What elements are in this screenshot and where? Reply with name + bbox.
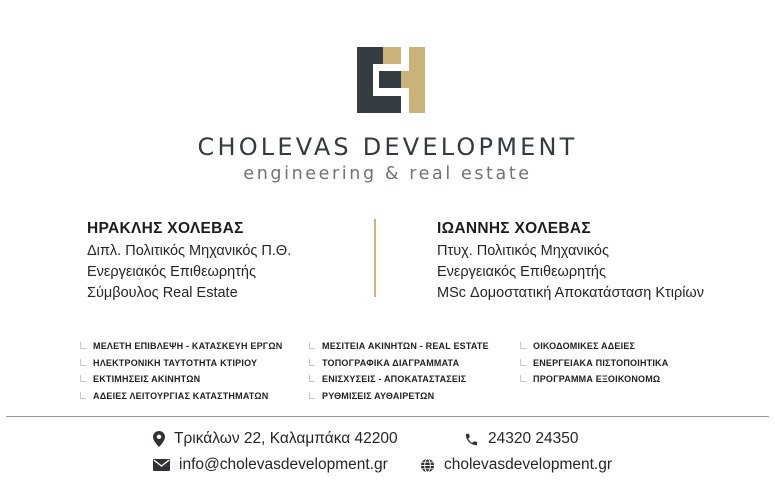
- company-logo: [357, 47, 425, 113]
- services-column-3: [520, 338, 668, 388]
- brand-tagline: engineering & real estate: [243, 164, 532, 184]
- brand-name: CHOLEVAS DEVELOPMENT: [197, 133, 578, 161]
- bullet-mark-icon: [520, 359, 526, 366]
- person-title: Πτυχ. Πολιτικός Μηχανικός: [437, 243, 609, 259]
- website-link[interactable]: cholevasdevelopment.gr: [444, 456, 613, 473]
- address-line: [153, 430, 398, 448]
- service-item: ΕΝΕΡΓΕΙΑΚΑ ΠΙΣΤΟΠΟΙΗΤΙΚΑ: [520, 355, 668, 372]
- bullet-mark-icon: [309, 392, 315, 399]
- bullet-mark-icon: [80, 375, 86, 382]
- person-name: ΗΡΑΚΛΗΣ ΧΟΛΕΒΑΣ: [87, 220, 244, 237]
- bullet-mark-icon: [520, 375, 526, 382]
- service-item: ΠΡΟΓΡΑΜΜΑ ΕΞΟΙΚΟΝΟΜΩ: [520, 371, 668, 388]
- globe-icon: [420, 458, 435, 473]
- bullet-mark-icon: [309, 359, 315, 366]
- person-name: ΙΩΑΝΝΗΣ ΧΟΛΕΒΑΣ: [437, 220, 591, 237]
- bullet-mark-icon: [309, 342, 315, 349]
- bullet-mark-icon: [80, 359, 86, 366]
- bullet-mark-icon: [309, 375, 315, 382]
- service-item: ΑΔΕΙΕΣ ΛΕΙΤΟΥΡΓΙΑΣ ΚΑΤΑΣΤΗΜΑΤΩΝ: [80, 388, 283, 405]
- phone-icon: [464, 432, 479, 447]
- services-column-2: [309, 338, 489, 404]
- vertical-divider: [374, 219, 376, 297]
- bullet-mark-icon: [80, 392, 86, 399]
- service-item: ΜΕΣΙΤΕΙΑ ΑΚΙΝΗΤΩΝ - REAL ESTATE: [309, 338, 489, 355]
- bullet-mark-icon: [80, 342, 86, 349]
- service-item: ΟΙΚΟΔΟΜΙΚΕΣ ΑΔΕΙΕΣ: [520, 338, 668, 355]
- person-title: Ενεργειακός Επιθεωρητής: [437, 264, 606, 280]
- service-item: ΡΥΘΜΙΣΕΙΣ ΑΥΘΑΙΡΕΤΩΝ: [309, 388, 489, 405]
- email-link[interactable]: info@cholevasdevelopment.gr: [179, 456, 388, 473]
- email-line: [153, 456, 388, 474]
- service-item: ΕΝΙΣΧΥΣΕΙΣ - ΑΠΟΚΑΤΑΣΤΑΣΕΙΣ: [309, 371, 489, 388]
- person-card-heraklis: [87, 219, 291, 304]
- phone-text[interactable]: 24320 24350: [488, 430, 579, 447]
- service-item: ΗΛΕΚΤΡΟΝΙΚΗ ΤΑΥΤΟΤΗΤΑ ΚΤΙΡΙΟΥ: [80, 355, 283, 372]
- website-line: [420, 456, 612, 474]
- envelope-icon: [153, 459, 170, 471]
- horizontal-divider: [6, 416, 769, 417]
- service-item: ΤΟΠΟΓΡΑΦΙΚΑ ΔΙΑΓΡΑΜΜΑΤΑ: [309, 355, 489, 372]
- service-item: ΕΚΤΙΜΗΣΕΙΣ ΑΚΙΝΗΤΩΝ: [80, 371, 283, 388]
- phone-line: [464, 430, 579, 448]
- service-item: ΜΕΛΕΤΗ ΕΠΙΒΛΕΨΗ - ΚΑΤΑΣΚΕΥΗ ΕΡΓΩΝ: [80, 338, 283, 355]
- location-pin-icon: [153, 431, 165, 447]
- person-title: Σύμβουλος Real Estate: [87, 285, 238, 301]
- person-card-ioannis: [437, 219, 704, 304]
- services-column-1: [80, 338, 283, 404]
- person-title: Ενεργειακός Επιθεωρητής: [87, 264, 256, 280]
- person-title: MSc Δομοστατική Αποκατάσταση Κτιρίων: [437, 285, 704, 301]
- address-text: Τρικάλων 22, Καλαμπάκα 42200: [174, 430, 398, 447]
- bullet-mark-icon: [520, 342, 526, 349]
- person-title: Διπλ. Πολιτικός Μηχανικός Π.Θ.: [87, 243, 292, 259]
